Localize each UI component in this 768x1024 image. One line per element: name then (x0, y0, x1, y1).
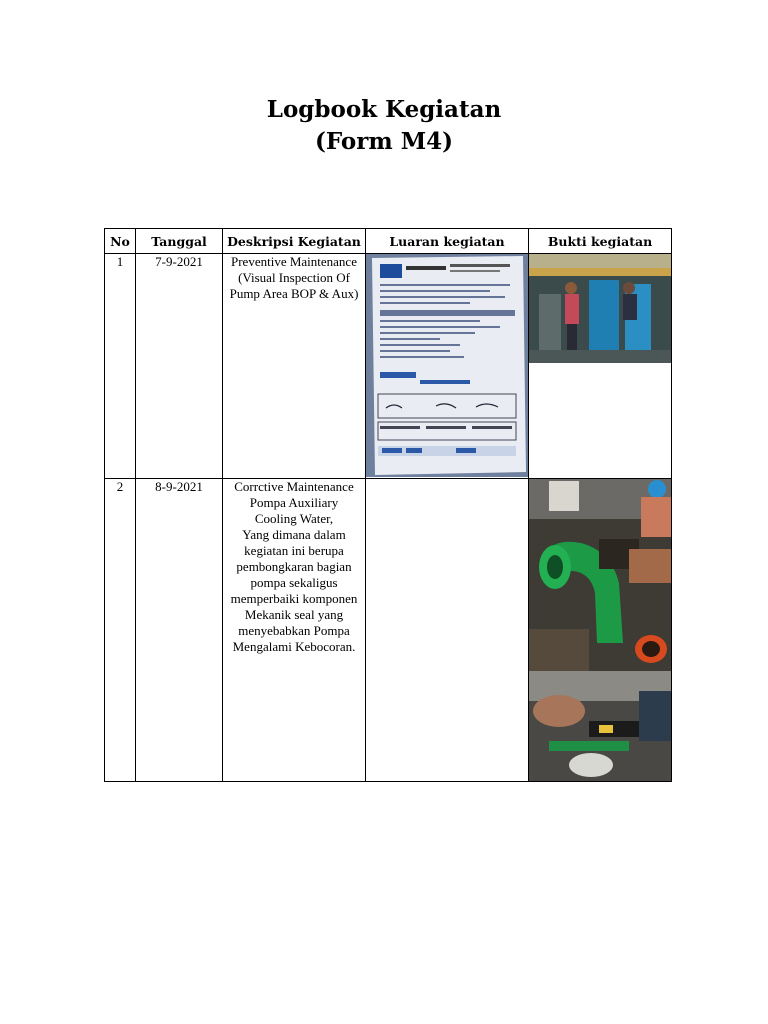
table-header-row (105, 229, 672, 254)
row-description (223, 479, 366, 782)
workers-pump-area-photo (529, 254, 671, 363)
description-line: Preventive Maintenance (231, 254, 357, 269)
description-line: Yang dimana dalam (242, 527, 346, 542)
description-line: (Visual Inspection Of (238, 270, 350, 285)
description-line: menyebabkan Pompa (238, 623, 350, 638)
title-line-1: Logbook Kegiatan (266, 96, 502, 123)
description-line: Mekanik seal yang (244, 607, 344, 622)
header-luaran: Luaran kegiatan (366, 229, 529, 254)
description-line: Pompa Auxiliary (249, 495, 339, 510)
description-line: kegiatan ini berupa (244, 543, 344, 558)
logbook-table (104, 228, 672, 782)
row-no: 2 (105, 479, 136, 782)
row-description (223, 254, 366, 479)
description-line: memperbaiki komponen (230, 591, 358, 606)
header-deskripsi: Deskripsi Kegiatan (223, 229, 366, 254)
description-line: Cooling Water, (254, 511, 334, 526)
row-date: 8-9-2021 (136, 479, 223, 782)
header-tanggal: Tanggal (136, 229, 223, 254)
row-output (366, 479, 529, 782)
description-line: pembongkaran bagian (236, 559, 352, 574)
form-document-photo (366, 254, 528, 477)
row-evidence (529, 254, 672, 479)
document-title (0, 94, 768, 158)
description-line: Mengalami Kebocoran. (232, 639, 356, 654)
description-line: pompa sekaligus (250, 575, 338, 590)
green-pump-disassembly-photo (529, 479, 671, 671)
table-row (105, 479, 672, 782)
table-row (105, 254, 672, 479)
row-date: 7-9-2021 (136, 254, 223, 479)
header-bukti: Bukti kegiatan (529, 229, 672, 254)
row-output (366, 254, 529, 479)
title-line-2: (Form M4) (314, 128, 454, 155)
description-line: Corrctive Maintenance (234, 479, 354, 494)
hands-repairing-seal-photo (529, 671, 671, 781)
row-evidence (529, 479, 672, 782)
description-line: Pump Area BOP & Aux) (229, 286, 359, 301)
header-no: No (105, 229, 136, 254)
row-no: 1 (105, 254, 136, 479)
